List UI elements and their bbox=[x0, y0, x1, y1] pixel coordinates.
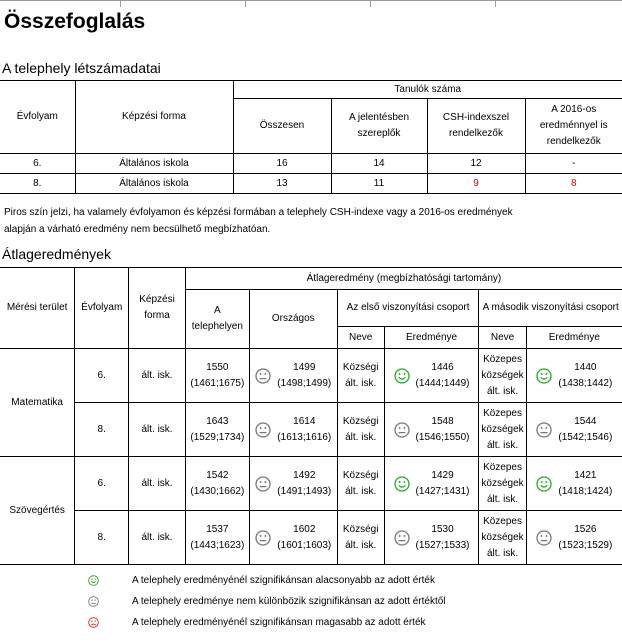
cell-g2-neve: Közepes községek ált. isk. bbox=[479, 349, 526, 403]
cell-g2-neve: Közepes községek ált. isk. bbox=[479, 403, 526, 457]
cell-jelentesben: 11 bbox=[331, 174, 427, 194]
confidence-interval: (1546;1550) bbox=[415, 431, 470, 443]
cell-telephelyen bbox=[185, 403, 249, 457]
header-evfolyam: Évfolyam bbox=[75, 268, 129, 349]
smiley-neutral-icon bbox=[394, 422, 410, 438]
cell-g1-eredmenye bbox=[384, 457, 479, 511]
cell-evfolyam: 6. bbox=[0, 154, 75, 174]
value: 1499 bbox=[293, 361, 316, 373]
confidence-interval: (1601;1603) bbox=[277, 539, 332, 551]
section-heading-headcount: A telephely létszámadatai bbox=[2, 60, 161, 76]
smiley-sad-icon bbox=[88, 617, 99, 628]
value: 1548 bbox=[431, 415, 454, 427]
value: 1643 bbox=[206, 415, 229, 427]
header-eredmenye: Eredménye bbox=[384, 327, 479, 349]
cell-orszagos bbox=[249, 457, 337, 511]
cell-g2-neve: Közepes községek ált. isk. bbox=[479, 457, 526, 511]
table-row bbox=[0, 154, 622, 174]
legend-text: A telephely eredményénél szignifikánsan magasabb az adott érték bbox=[132, 616, 426, 628]
red-color-note: Piros szín jelzi, ha valamely évfolyamon és képzési formában a telephely CSH-indexe vagy a 2016-os eredmények alapján a várható eredmény nem becsülhető megbízhatóan. bbox=[4, 207, 513, 235]
cell-csh: 12 bbox=[427, 154, 525, 174]
header-orszagos: Országos bbox=[249, 290, 337, 349]
headcount-table bbox=[0, 80, 622, 194]
cell-telephelyen bbox=[185, 511, 249, 565]
cell-g1-eredmenye bbox=[384, 511, 479, 565]
confidence-interval: (1613;1616) bbox=[277, 431, 332, 443]
header-evfolyam: Évfolyam bbox=[0, 81, 75, 154]
value: 1537 bbox=[206, 523, 229, 535]
cell-g2-eredmenye bbox=[526, 349, 622, 403]
table-row bbox=[0, 511, 622, 565]
cell-meresi-terulet: Szövegértés bbox=[0, 457, 75, 565]
value: 1614 bbox=[293, 415, 316, 427]
header-osszesen: Összesen bbox=[233, 99, 331, 154]
cell-g1-neve: Községi ált. isk. bbox=[337, 349, 384, 403]
legend-item bbox=[88, 593, 446, 609]
header-elso-csoport: Az első viszonyítási csoport bbox=[337, 290, 479, 327]
legend-text: A telephely eredménye nem különbözik szignifikánsan az adott értéktől bbox=[132, 595, 446, 607]
header-neve: Neve bbox=[337, 327, 384, 349]
cell-eredmeny2016: - bbox=[525, 154, 622, 174]
cell-evfolyam: 8. bbox=[75, 511, 129, 565]
confidence-interval: (1438;1442) bbox=[558, 377, 613, 389]
cell-forma: Általános iskola bbox=[75, 154, 233, 174]
value: 1421 bbox=[574, 469, 597, 481]
cell-g1-neve: Községi ált. isk. bbox=[337, 403, 384, 457]
header-masodik-csoport: A második viszonyítási csoport bbox=[479, 290, 622, 327]
table-row bbox=[0, 457, 622, 511]
table-row bbox=[0, 174, 622, 194]
cell-evfolyam: 8. bbox=[0, 174, 75, 194]
top-border bbox=[0, 0, 622, 8]
cell-orszagos bbox=[249, 349, 337, 403]
confidence-interval: (1427;1431) bbox=[415, 485, 470, 497]
smiley-happy-icon bbox=[394, 368, 410, 384]
cell-forma: ált. isk. bbox=[129, 403, 186, 457]
cell-forma: Általános iskola bbox=[75, 174, 233, 194]
cell-telephelyen bbox=[185, 457, 249, 511]
cell-jelentesben: 14 bbox=[331, 154, 427, 174]
value: 1429 bbox=[431, 469, 454, 481]
value: 1530 bbox=[431, 523, 454, 535]
cell-forma: ált. isk. bbox=[129, 511, 186, 565]
legend-item bbox=[88, 572, 435, 588]
top-border-tick bbox=[495, 1, 496, 7]
confidence-interval: (1461;1675) bbox=[190, 377, 245, 389]
cell-evfolyam: 8. bbox=[75, 403, 129, 457]
cell-forma: ált. isk. bbox=[129, 457, 186, 511]
top-border-tick bbox=[370, 1, 371, 7]
header-atlageredmeny: Átlageredmény (megbízhatósági tartomány) bbox=[185, 268, 622, 290]
cell-csh: 9 bbox=[427, 174, 525, 194]
confidence-interval: (1527;1533) bbox=[415, 539, 470, 551]
value: 1492 bbox=[293, 469, 316, 481]
value: 1526 bbox=[574, 523, 597, 535]
table-row bbox=[0, 403, 622, 457]
cell-g1-eredmenye bbox=[384, 403, 479, 457]
smiley-happy-icon bbox=[394, 476, 410, 492]
header-eredmeny2016: A 2016-os eredménnyel is rendelkezők bbox=[525, 99, 622, 154]
header-kepzesi-forma: Képzési forma bbox=[129, 268, 186, 349]
top-border-tick bbox=[245, 1, 246, 7]
smiley-neutral-icon bbox=[255, 476, 271, 492]
value: 1602 bbox=[293, 523, 316, 535]
header-kepzesi-forma: Képzési forma bbox=[75, 81, 233, 154]
legend-item bbox=[88, 614, 426, 630]
confidence-interval: (1542;1546) bbox=[558, 431, 613, 443]
section-heading-averages: Átlageredmények bbox=[2, 246, 111, 262]
cell-telephelyen bbox=[185, 349, 249, 403]
cell-g1-neve: Községi ált. isk. bbox=[337, 511, 384, 565]
confidence-interval: (1430;1662) bbox=[190, 485, 245, 497]
header-neve: Neve bbox=[479, 327, 526, 349]
confidence-interval: (1523;1529) bbox=[558, 539, 613, 551]
smiley-neutral-icon bbox=[394, 530, 410, 546]
cell-osszesen: 13 bbox=[233, 174, 331, 194]
top-border-tick bbox=[120, 1, 121, 7]
cell-evfolyam: 6. bbox=[75, 349, 129, 403]
header-eredmenye: Eredménye bbox=[526, 327, 622, 349]
smiley-neutral-icon bbox=[536, 530, 552, 546]
header-tanulok-szama: Tanulók száma bbox=[233, 81, 622, 99]
smiley-happy-icon bbox=[536, 476, 552, 492]
cell-g2-eredmenye bbox=[526, 403, 622, 457]
cell-eredmeny2016: 8 bbox=[525, 174, 622, 194]
header-jelentesben: A jelentésben szereplők bbox=[331, 99, 427, 154]
cell-orszagos bbox=[249, 403, 337, 457]
cell-orszagos bbox=[249, 511, 337, 565]
cell-meresi-terulet: Matematika bbox=[0, 349, 75, 457]
cell-evfolyam: 6. bbox=[75, 457, 129, 511]
smiley-happy-icon bbox=[88, 575, 99, 586]
averages-table bbox=[0, 267, 622, 565]
smiley-neutral-icon bbox=[88, 596, 99, 607]
confidence-interval: (1418;1424) bbox=[558, 485, 613, 497]
cell-g2-eredmenye bbox=[526, 457, 622, 511]
cell-forma: ált. isk. bbox=[129, 349, 186, 403]
smiley-neutral-icon bbox=[255, 368, 271, 384]
confidence-interval: (1443;1623) bbox=[190, 539, 245, 551]
cell-g2-eredmenye bbox=[526, 511, 622, 565]
smiley-neutral-icon bbox=[255, 422, 271, 438]
cell-osszesen: 16 bbox=[233, 154, 331, 174]
confidence-interval: (1491;1493) bbox=[277, 485, 332, 497]
cell-g1-eredmenye bbox=[384, 349, 479, 403]
header-csh: CSH-indexszel rendelkezők bbox=[427, 99, 525, 154]
confidence-interval: (1444;1449) bbox=[415, 377, 470, 389]
value: 1542 bbox=[206, 469, 229, 481]
smiley-neutral-icon bbox=[536, 422, 552, 438]
value: 1440 bbox=[574, 361, 597, 373]
header-meresi-terulet: Mérési terület bbox=[0, 268, 75, 349]
value: 1550 bbox=[206, 361, 229, 373]
smiley-neutral-icon bbox=[255, 530, 271, 546]
smiley-happy-icon bbox=[536, 368, 552, 384]
cell-g1-neve: Községi ált. isk. bbox=[337, 457, 384, 511]
value: 1544 bbox=[574, 415, 597, 427]
table-row bbox=[0, 349, 622, 403]
confidence-interval: (1529;1734) bbox=[190, 431, 245, 443]
legend-text: A telephely eredményénél szignifikánsan alacsonyabb az adott érték bbox=[132, 574, 435, 586]
page-title: Összefoglalás bbox=[4, 10, 146, 33]
confidence-interval: (1498;1499) bbox=[277, 377, 332, 389]
value: 1446 bbox=[431, 361, 454, 373]
header-telephelyen: A telephelyen bbox=[185, 290, 249, 349]
cell-g2-neve: Közepes községek ált. isk. bbox=[479, 511, 526, 565]
